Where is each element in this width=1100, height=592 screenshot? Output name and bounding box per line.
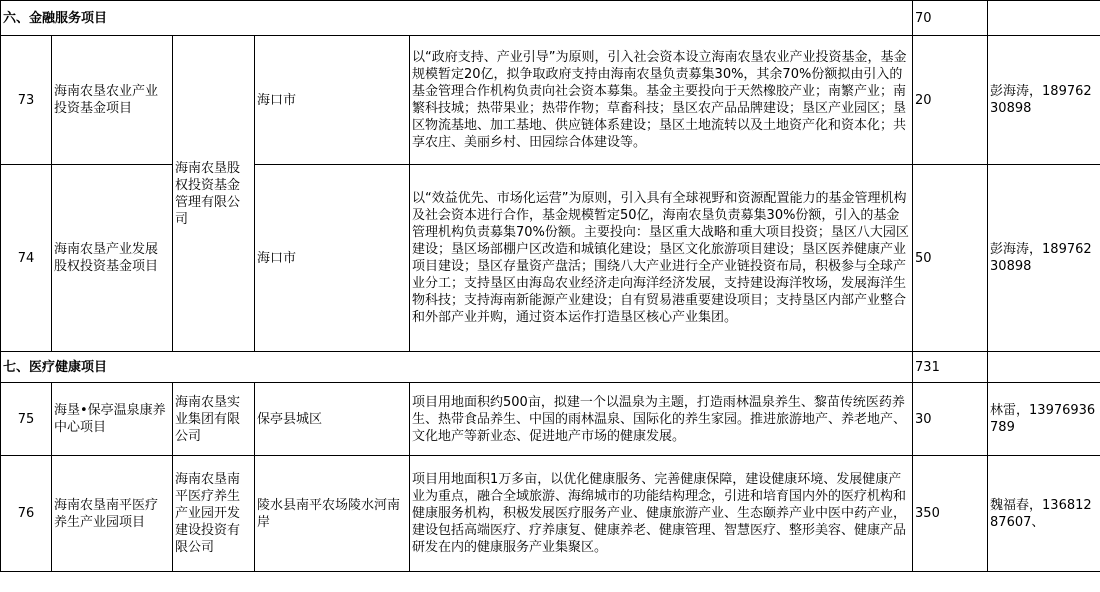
empty-cell bbox=[988, 1, 1100, 36]
section-amount: 70 bbox=[913, 1, 988, 36]
company-name: 海南农垦股权投资基金管理有限公司 bbox=[173, 36, 255, 352]
project-name: 海南农垦南平医疗养生产业园项目 bbox=[52, 456, 173, 572]
company-name: 海南农垦南平医疗养生产业园开发建设投资有限公司 bbox=[173, 456, 255, 572]
project-location: 陵水县南平农场陵水河南岸 bbox=[255, 456, 410, 572]
company-name: 海南农垦实业集团有限公司 bbox=[173, 383, 255, 456]
section-title: 六、金融服务项目 bbox=[1, 1, 913, 36]
project-location: 海口市 bbox=[255, 165, 410, 352]
investment-amount: 50 bbox=[913, 165, 988, 352]
section-header-row bbox=[1, 1, 1100, 36]
project-location: 海口市 bbox=[255, 36, 410, 165]
investment-amount: 350 bbox=[913, 456, 988, 572]
contact-info: 林雷，13976936789 bbox=[988, 383, 1100, 456]
section-amount: 731 bbox=[913, 352, 988, 383]
row-number: 74 bbox=[1, 165, 52, 352]
investment-amount: 30 bbox=[913, 383, 988, 456]
project-name: 海南农垦农业产业投资基金项目 bbox=[52, 36, 173, 165]
contact-info: 魏福春，13681287607、 bbox=[988, 456, 1100, 572]
empty-cell bbox=[988, 352, 1100, 383]
row-number: 73 bbox=[1, 36, 52, 165]
project-description: 以“效益优先、市场化运营”为原则，引入具有全球视野和资源配置能力的基金管理机构及社会资本进行合作，基金规模暂定50亿，海南农垦负责募集30%份额，引入的基金管理机构负责募集70%份额。主要投向：垦区重大战略和重大项目投资；垦区八大园区建设；垦区场部棚户区改造和城镇化建设；垦区文化旅游项目建设；垦区医养健康产业项目建设；垦区存量资产盘活；围绕八大产业进行全产业链投资布局，积极参与全球产业分工；支持垦区由海岛农业经济走向海洋经济发展，支持建设海洋牧场，发展海洋生物科技；支持海南新能源产业建设；自有贸易港重要建设项目；支持垦区内部产业整合和外部产业并购，通过资本运作打造垦区核心产业集团。 bbox=[410, 165, 913, 352]
project-name: 海垦•保亭温泉康养中心项目 bbox=[52, 383, 173, 456]
project-description: 项目用地面积约500亩，拟建一个以温泉为主题，打造雨林温泉养生、黎苗传统医药养生、热带食品养生、中国的雨林温泉、国际化的养生家园。推进旅游地产、养老地产、文化地产等新业态、促进地产市场的健康发展。 bbox=[410, 383, 913, 456]
table-row bbox=[1, 383, 1100, 456]
project-description: 项目用地面积1万多亩，以优化健康服务、完善健康保障，建设健康环境、发展健康产业为重点，融合全域旅游、海绵城市的功能结构理念，引进和培育国内外的医疗机构和健康服务机构，积极发展医疗服务产业、健康旅游产业、生态颐养产业中医中药产业，建设包括高端医疗、疗养康复、健康养老、健康管理、智慧医疗、整形美容、健康产品研发在内的健康服务产业集聚区。 bbox=[410, 456, 913, 572]
table-row bbox=[1, 456, 1100, 572]
table-row bbox=[1, 36, 1100, 165]
investment-amount: 20 bbox=[913, 36, 988, 165]
contact-info: 彭海涛，18976230898 bbox=[988, 165, 1100, 352]
project-name: 海南农垦产业发展股权投资基金项目 bbox=[52, 165, 173, 352]
project-description: 以“政府支持、产业引导”为原则，引入社会资本设立海南农垦农业产业投资基金，基金规模暂定20亿，拟争取政府支持由海南农垦负责募集30%，其余70%份额拟由引入的基金管理合作机构负责向社会资本募集。基金主要投向于天然橡胶产业；南繁产业；南繁科技城；热带果业；热带作物；草畜科技；垦区农产品品牌建设；垦区产业园区；垦区物流基地、加工基地、供应链体系建设；垦区土地流转以及土地资产化和资本化；共享农庄、美丽乡村、田园综合体建设等。 bbox=[410, 36, 913, 165]
table-row bbox=[1, 165, 1100, 352]
contact-info: 彭海涛，18976230898 bbox=[988, 36, 1100, 165]
row-number: 75 bbox=[1, 383, 52, 456]
row-number: 76 bbox=[1, 456, 52, 572]
section-header-row bbox=[1, 352, 1100, 383]
section-title: 七、医疗健康项目 bbox=[1, 352, 913, 383]
project-location: 保亭县城区 bbox=[255, 383, 410, 456]
